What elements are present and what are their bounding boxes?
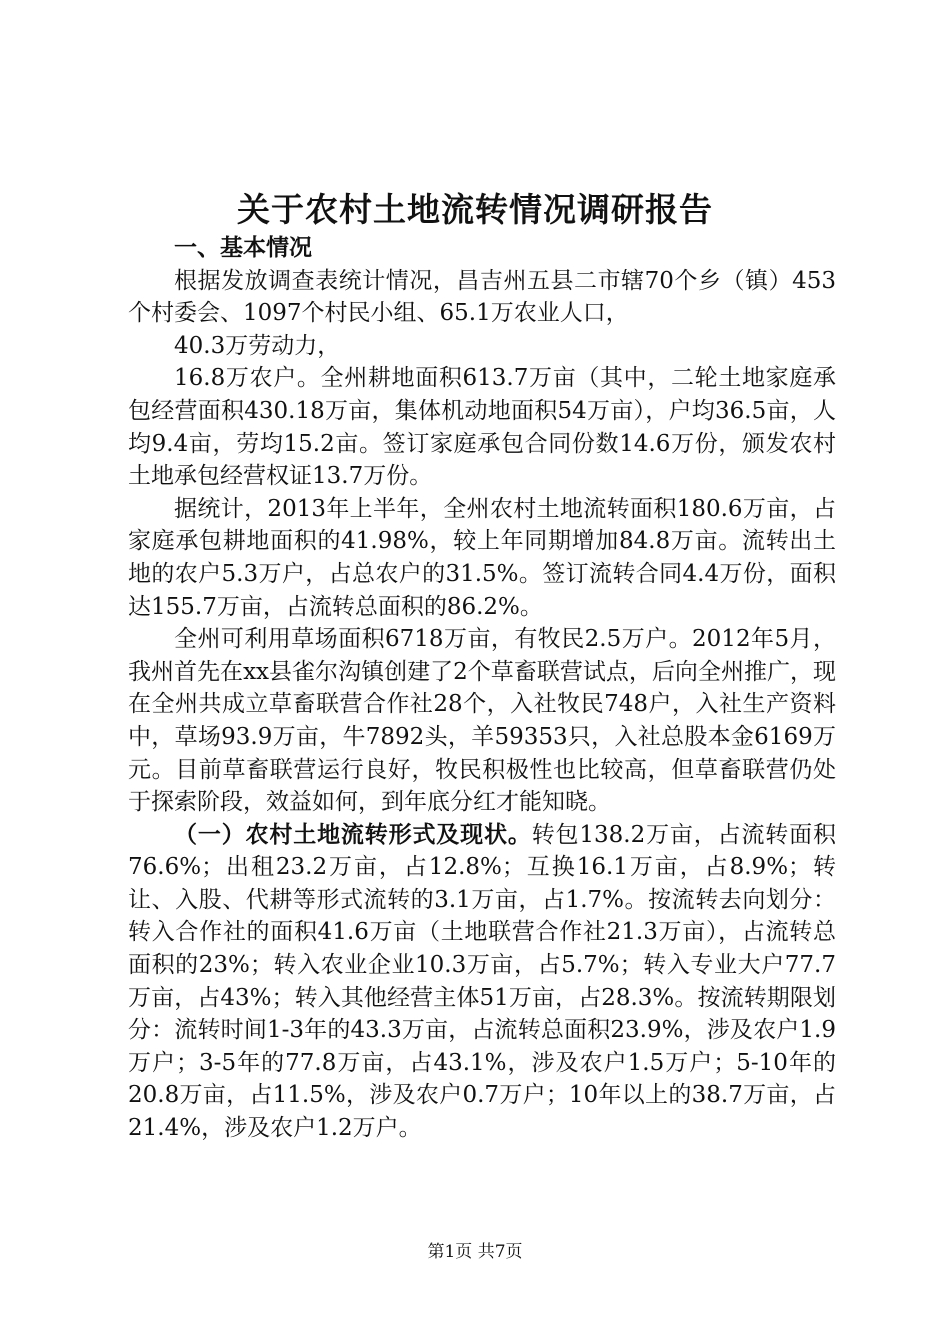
subsection-paragraph (128, 819, 836, 1145)
page-footer: 第1页 共7页 (427, 1242, 523, 1262)
subsection-text: 转包138.2万亩，占流转面积76.6%；出租23.2万亩，占12.8%；互换16.1万亩，占8.9%；转让、入股、代耕等形式流转的3.1万亩，占1.7%。按流转去向划分：转入合作社的面积41.6万亩（土地联营合作社21.3万亩），占流转总面积的23%；转入农业企业10.3万亩，占5.7%；转入专业大户77.7万亩，占43%；转入其他经营主体51万亩，占28.3%。按流转期限划分：流转时间1-3年的43.3万亩，占流转总面积23.9%，涉及农户1.9万户；3-5年的77.8万亩，占43.1%，涉及农户1.5万户；5-10年的20.8万亩，占11.5%，涉及农户0.7万户；10年以上的38.7万亩，占21.4%，涉及农户1.2万户。 (128, 821, 836, 1142)
section-heading: 一、基本情况 (174, 234, 312, 261)
paragraph: 根据发放调查表统计情况，昌吉州五县二市辖70个乡（镇）453个村委会、1097个村民小组、65.1万农业人口， (128, 267, 836, 327)
subsection-heading: （一）农村土地流转形式及现状。 (174, 820, 532, 848)
document-title: 关于农村土地流转情况调研报告 (237, 190, 713, 229)
paragraph: 16.8万农户。全州耕地面积613.7万亩（其中，二轮土地家庭承包经营面积430.18万亩，集体机动地面积54万亩），户均36.5亩，人均9.4亩，劳均15.2亩。签订家庭承包合同份数14.6万份，颁发农村土地承包经营权证13.7万份。 (128, 365, 836, 490)
paragraph: 40.3万劳动力， (174, 332, 341, 359)
document-body (128, 232, 836, 1145)
paragraph: 全州可利用草场面积6718万亩，有牧民2.5万户。2012年5月，我州首先在xx县雀尔沟镇创建了2个草畜联营试点，后向全州推广，现在全州共成立草畜联营合作社28个，入社牧民748户，入社生产资料中，草场93.9万亩，牛7892头，羊59353只，入社总股本金6169万元。目前草畜联营运行良好，牧民积极性也比较高，但草畜联营仍处于探索阶段，效益如何，到年底分红才能知晓。 (128, 626, 836, 816)
paragraph: 据统计，2013年上半年，全州农村土地流转面积180.6万亩，占家庭承包耕地面积的41.98%，较上年同期增加84.8万亩。流转出土地的农户5.3万户，占总农户的31.5%。签订流转合同4.4万份，面积达155.7万亩，占流转总面积的86.2%。 (128, 495, 836, 620)
